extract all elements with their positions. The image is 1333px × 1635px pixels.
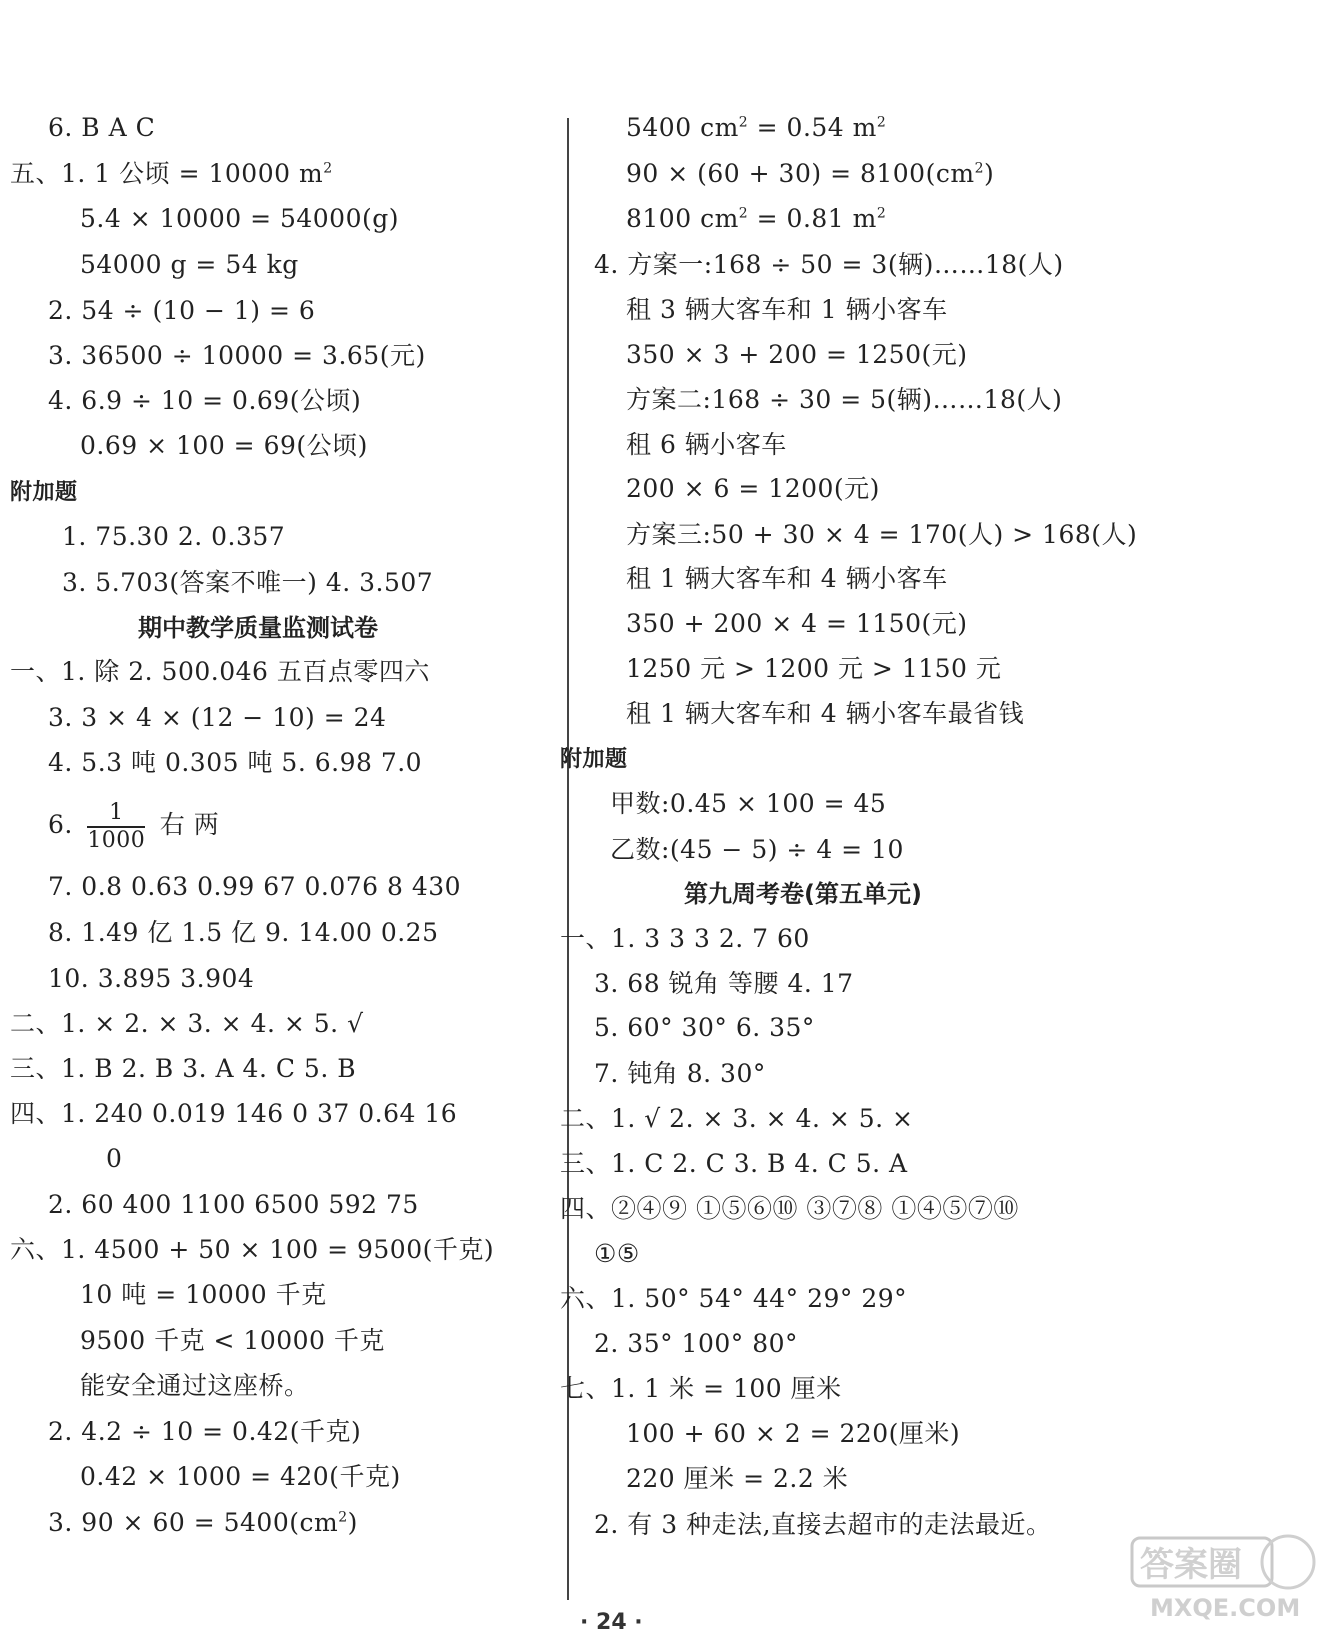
answer-line: 3. $90 \times 60 = 5400(cm^2)$ — [48, 1508, 358, 1537]
section-heading: 期中教学质量监测试卷 — [138, 614, 378, 642]
answer-line: 二、1. √ 2. × 3. × 4. × 5. × — [560, 1104, 914, 1133]
answer-line: 200 × 6 = 1200(元) — [626, 474, 880, 503]
answer-line: 租 1 辆大客车和 4 辆小客车 — [626, 564, 948, 593]
answer-line: 三、1. C 2. C 3. B 4. C 5. A — [560, 1149, 908, 1178]
answer-line: 2. 54 ÷ (10 − 1) = 6 — [48, 296, 316, 325]
answer-line: 能安全通过这座桥。 — [80, 1371, 310, 1400]
answer-line: 3. 36500 ÷ 10000 = 3.65(元) — [48, 341, 426, 370]
answer-line: 0.69 × 100 = 69(公顷) — [80, 431, 368, 460]
answer-line: 四、②④⑨ ①⑤⑥⑩ ③⑦⑧ ①④⑤⑦⑩ — [560, 1194, 1019, 1223]
answer-line: 三、1. B 2. B 3. A 4. C 5. B — [10, 1054, 357, 1083]
answer-line: 3. 5.703(答案不唯一) 4. 3.507 — [62, 568, 434, 597]
answer-line: 一、1. 3 3 3 2. 7 60 — [560, 924, 810, 953]
answer-line: 350 × 3 + 200 = 1250(元) — [626, 340, 968, 369]
answer-line: 100 + 60 × 2 = 220(厘米) — [626, 1419, 961, 1448]
answer-line: 2. 60 400 1100 6500 592 75 — [48, 1190, 419, 1219]
answer-line: 350 + 200 × 4 = 1150(元) — [626, 609, 968, 638]
answer-line: 1. 75.30 2. 0.357 — [62, 522, 286, 551]
watermark-text-top: 答案圈 — [1140, 1545, 1242, 1585]
answer-line: 4. 6.9 ÷ 10 = 0.69(公顷) — [48, 386, 362, 415]
answer-line: $90 \times (60 + 30) = 8100(cm^2)$ — [626, 159, 995, 188]
answer-line: 5400 $cm^2 = 0.54$ $m^2$ — [626, 113, 887, 142]
answer-line: 5.4 × 10000 = 54000(g) — [80, 204, 400, 233]
fraction: $\frac{1}{1000}$ — [87, 799, 146, 853]
answer-line: 五、1. 1 公顷 = 10000 $m^2$ — [10, 159, 333, 188]
answer-line: 7. 0.8 0.63 0.99 67 0.076 8 430 — [48, 872, 462, 901]
answer-line: 5. 60° 30° 6. 35° — [594, 1013, 815, 1042]
answer-line: 4. 5.3 吨 0.305 吨 5. 6.98 7.0 — [48, 748, 423, 777]
answer-line-fraction: 6. $\frac{1}{1000}$ 右 两 — [48, 799, 220, 853]
watermark-text-bottom: MXQE.COM — [1150, 1594, 1301, 1622]
answer-line: 方案二:168 ÷ 30 = 5(辆)……18(人) — [626, 385, 1063, 414]
answer-line: ①⑤ — [594, 1239, 640, 1268]
answer-line: 54000 g = 54 kg — [80, 250, 299, 279]
answer-line: 6. B A C — [48, 113, 156, 142]
answer-line: 3. 3 × 4 × (12 − 10) = 24 — [48, 703, 387, 732]
section-label-bonus: 附加题 — [10, 480, 78, 505]
answer-line: 六、1. 50° 54° 44° 29° 29° — [560, 1284, 908, 1313]
answer-line: 1250 元 > 1200 元 > 1150 元 — [626, 654, 1002, 683]
answer-line: 二、1. × 2. × 3. × 4. × 5. √ — [10, 1009, 364, 1038]
answer-line: 7. 钝角 8. 30° — [594, 1059, 766, 1088]
answer-line: 乙数:(45 − 5) ÷ 4 = 10 — [610, 835, 904, 864]
answer-line: 10 吨 = 10000 千克 — [80, 1280, 327, 1309]
answer-line: 六、1. 4500 + 50 × 100 = 9500(千克) — [10, 1235, 495, 1264]
answer-line: 9500 千克 < 10000 千克 — [80, 1326, 385, 1355]
section-label-bonus: 附加题 — [560, 747, 628, 772]
section-heading: 第九周考卷(第五单元) — [684, 880, 922, 908]
watermark-logo — [1128, 1532, 1323, 1622]
answer-line: 8. 1.49 亿 1.5 亿 9. 14.00 0.25 — [48, 918, 439, 947]
answer-line: 一、1. 除 2. 500.046 五百点零四六 — [10, 657, 430, 686]
answer-line: 3. 68 锐角 等腰 4. 17 — [594, 969, 854, 998]
answer-line: 七、1. 1 米 = 100 厘米 — [560, 1374, 842, 1403]
answer-line: 2. 4.2 ÷ 10 = 0.42(千克) — [48, 1417, 362, 1446]
answer-line: 方案三:50 + 30 × 4 = 170(人) > 168(人) — [626, 520, 1138, 549]
answer-line: 四、1. 240 0.019 146 0 37 0.64 16 — [10, 1099, 458, 1128]
answer-line: 10. 3.895 3.904 — [48, 964, 255, 993]
answer-line: 2. 35° 100° 80° — [594, 1329, 799, 1358]
answer-line: 甲数:0.45 × 100 = 45 — [610, 789, 887, 818]
answer-line: 4. 方案一:168 ÷ 50 = 3(辆)……18(人) — [594, 250, 1064, 279]
answer-line: 租 3 辆大客车和 1 辆小客车 — [626, 295, 948, 324]
answer-line: 220 厘米 = 2.2 米 — [626, 1464, 849, 1493]
answer-line: 2. 有 3 种走法,直接去超市的走法最近。 — [594, 1510, 1052, 1539]
answer-line: 租 6 辆小客车 — [626, 430, 787, 459]
answer-line: 8100 $cm^2 = 0.81$ $m^2$ — [626, 204, 887, 233]
page-number: · 24 · — [580, 1610, 643, 1635]
answer-line: 0.42 × 1000 = 420(千克) — [80, 1462, 401, 1491]
answer-line: 0 — [106, 1144, 123, 1173]
answer-line: 租 1 辆大客车和 4 辆小客车最省钱 — [626, 699, 1025, 728]
